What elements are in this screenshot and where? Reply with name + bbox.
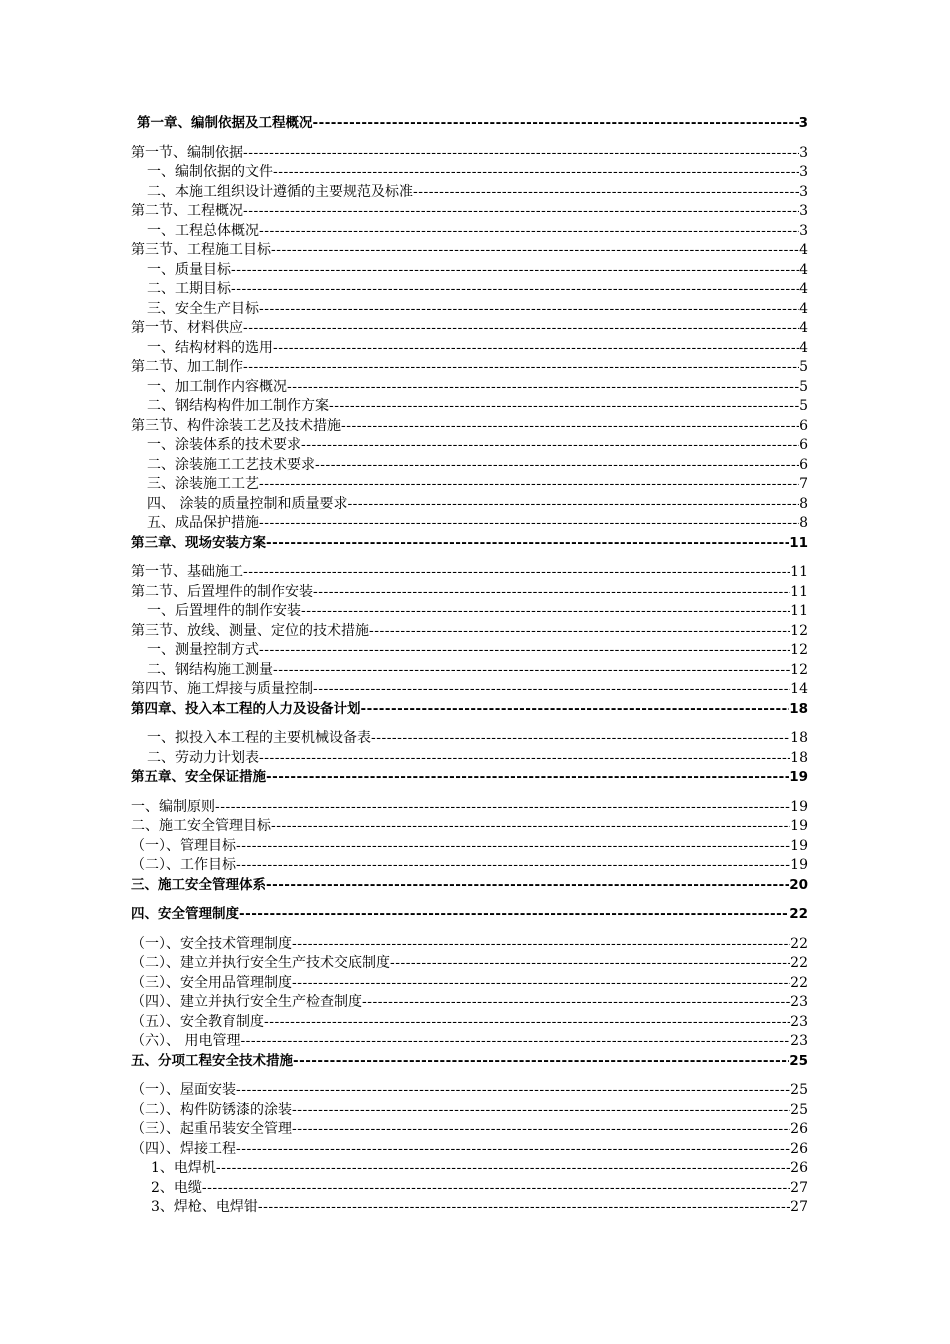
toc-entry-page-number: 26 xyxy=(790,1160,808,1176)
toc-leader-dashes xyxy=(259,514,799,534)
toc-entry-page-number: 8 xyxy=(799,495,808,512)
toc-leader-dashes xyxy=(239,905,789,925)
toc-entry-label: （一）、安全技术管理制度 xyxy=(131,935,292,952)
toc-leader-dashes xyxy=(259,475,799,495)
toc-entry-label: 一、拟投入本工程的主要机械设备表 xyxy=(147,730,371,746)
toc-entry-page-number: 19 xyxy=(789,769,808,785)
toc-entry-label: 第三节、构件涂装工艺及技术措施 xyxy=(131,417,341,434)
toc-leader-dashes xyxy=(301,602,790,622)
toc-entry[interactable] xyxy=(131,1101,808,1121)
toc-entry[interactable] xyxy=(131,114,808,134)
toc-leader-dashes xyxy=(362,993,790,1013)
toc-entry-page-number: 19 xyxy=(790,818,808,834)
toc-entry-label: （一）、屋面安装 xyxy=(131,1082,236,1098)
toc-entry-label: 第一章、编制依据及工程概况 xyxy=(137,115,313,131)
toc-entry[interactable] xyxy=(131,798,808,818)
toc-entry-label: （三）、安全用品管理制度 xyxy=(131,974,292,991)
toc-entry[interactable] xyxy=(131,583,808,603)
toc-leader-dashes xyxy=(259,300,799,320)
toc-entry[interactable] xyxy=(131,163,808,183)
toc-entry-label: （二）、建立并执行安全生产技术交底制度 xyxy=(131,955,390,971)
toc-leader-dashes xyxy=(413,183,799,203)
toc-leader-dashes xyxy=(347,495,799,515)
toc-entry-label: 一、编制原则 xyxy=(131,798,215,815)
toc-leader-dashes xyxy=(259,222,799,242)
toc-leader-dashes xyxy=(264,1013,790,1033)
toc-entry-page-number: 5 xyxy=(799,398,808,414)
toc-leader-dashes xyxy=(243,358,799,378)
toc-leader-dashes xyxy=(292,974,790,994)
toc-entry-page-number: 19 xyxy=(790,837,808,854)
toc-entry-label: 一、测量控制方式 xyxy=(147,642,259,658)
toc-entry-label: 第三节、工程施工目标 xyxy=(131,242,271,258)
toc-entry-page-number: 14 xyxy=(790,681,808,697)
toc-entry[interactable] xyxy=(131,680,808,700)
toc-entry-label: 一、编制依据的文件 xyxy=(147,164,273,180)
toc-entry-label: 第二节、后置埋件的制作安装 xyxy=(131,583,313,600)
toc-entry[interactable] xyxy=(131,661,808,681)
toc-entry-label: （六）、 用电管理 xyxy=(131,1033,241,1049)
toc-entry-label: 四、安全管理制度 xyxy=(131,906,239,922)
toc-entry[interactable] xyxy=(131,1198,808,1218)
toc-entry-page-number: 3 xyxy=(799,203,808,219)
toc-entry-label: 五、成品保护措施 xyxy=(147,515,259,531)
toc-leader-dashes xyxy=(273,339,799,359)
toc-entry-label: 第二节、加工制作 xyxy=(131,359,243,375)
toc-entry-label: 一、加工制作内容概况 xyxy=(147,378,287,395)
toc-entry-page-number: 3 xyxy=(798,115,808,131)
toc-entry[interactable] xyxy=(131,700,808,720)
toc-entry[interactable] xyxy=(131,837,808,857)
toc-leader-dashes xyxy=(313,680,790,700)
toc-leader-dashes xyxy=(266,768,789,788)
toc-leader-dashes xyxy=(266,534,789,554)
toc-entry[interactable] xyxy=(131,1159,808,1179)
toc-entry-page-number: 25 xyxy=(790,1082,808,1098)
toc-leader-dashes xyxy=(369,622,790,642)
toc-entry-page-number: 23 xyxy=(790,994,808,1010)
toc-entry-page-number: 26 xyxy=(790,1121,808,1137)
toc-entry[interactable] xyxy=(131,1032,808,1052)
toc-entry-label: （四）、建立并执行安全生产检查制度 xyxy=(131,994,362,1010)
toc-leader-dashes xyxy=(243,144,799,164)
toc-leader-dashes xyxy=(236,1081,790,1101)
toc-leader-dashes xyxy=(266,876,789,896)
toc-entry-label: 三、施工安全管理体系 xyxy=(131,876,266,893)
toc-entry-page-number: 6 xyxy=(799,417,808,434)
toc-entry-page-number: 19 xyxy=(790,857,808,873)
toc-entry-label: 第五章、安全保证措施 xyxy=(131,769,266,785)
table-of-contents xyxy=(131,114,808,1218)
toc-entry-label: （二）、工作目标 xyxy=(131,857,236,873)
toc-leader-dashes xyxy=(259,749,790,769)
toc-entry-label: 二、涂装施工工艺技术要求 xyxy=(147,456,315,473)
toc-leader-dashes xyxy=(313,583,790,603)
toc-leader-dashes xyxy=(329,397,799,417)
toc-entry-label: （五）、安全教育制度 xyxy=(131,1013,264,1030)
toc-leader-dashes xyxy=(259,641,790,661)
toc-entry-page-number: 22 xyxy=(790,935,808,952)
toc-entry-label: 2、电缆 xyxy=(151,1179,202,1196)
toc-entry-label: 一、质量目标 xyxy=(147,261,231,278)
toc-leader-dashes xyxy=(292,935,790,955)
toc-entry-page-number: 25 xyxy=(789,1052,808,1069)
toc-entry[interactable] xyxy=(131,768,808,788)
toc-entry[interactable] xyxy=(131,241,808,261)
toc-entry[interactable] xyxy=(131,378,808,398)
toc-entry-label: 第四节、施工焊接与质量控制 xyxy=(131,681,313,697)
toc-entry-label: 二、本施工组织设计遵循的主要规范及标准 xyxy=(147,183,413,200)
toc-entry[interactable] xyxy=(131,993,808,1013)
toc-entry[interactable] xyxy=(131,514,808,534)
toc-entry[interactable] xyxy=(131,935,808,955)
toc-entry-page-number: 23 xyxy=(790,1013,808,1030)
toc-entry-label: 二、钢结构构件加工制作方案 xyxy=(147,398,329,414)
toc-leader-dashes xyxy=(243,319,799,339)
toc-entry-page-number: 4 xyxy=(799,320,808,336)
toc-entry-page-number: 3 xyxy=(799,164,808,180)
toc-entry-label: 第一节、编制依据 xyxy=(131,144,243,161)
toc-entry-page-number: 4 xyxy=(799,242,808,258)
toc-leader-dashes xyxy=(236,1140,790,1160)
toc-entry-label: 二、钢结构施工测量 xyxy=(147,661,273,678)
toc-entry-page-number: 22 xyxy=(790,955,808,971)
toc-leader-dashes xyxy=(202,1179,790,1199)
toc-leader-dashes xyxy=(292,1101,790,1121)
toc-entry-label: 第四章、投入本工程的人力及设备计划 xyxy=(131,700,361,717)
toc-entry[interactable] xyxy=(131,1052,808,1072)
toc-entry[interactable] xyxy=(131,339,808,359)
toc-entry[interactable] xyxy=(131,456,808,476)
toc-entry[interactable] xyxy=(131,319,808,339)
toc-entry[interactable] xyxy=(131,1179,808,1199)
toc-entry-label: （三）、起重吊装安全管理 xyxy=(131,1121,292,1137)
toc-entry-label: 第三节、放线、测量、定位的技术措施 xyxy=(131,622,369,639)
toc-entry[interactable] xyxy=(131,202,808,222)
toc-entry-page-number: 5 xyxy=(799,378,808,395)
toc-leader-dashes xyxy=(231,261,799,281)
toc-entry-page-number: 20 xyxy=(789,876,808,893)
toc-entry[interactable] xyxy=(131,905,808,925)
toc-entry-label: 二、劳动力计划表 xyxy=(147,749,259,766)
toc-entry-page-number: 5 xyxy=(799,359,808,375)
toc-leader-dashes xyxy=(390,954,790,974)
toc-entry[interactable] xyxy=(131,436,808,456)
toc-entry[interactable] xyxy=(131,534,808,554)
toc-entry-label: 一、工程总体概况 xyxy=(147,222,259,239)
toc-entry-label: 一、后置埋件的制作安装 xyxy=(147,603,301,619)
toc-entry-label: 第二节、工程概况 xyxy=(131,203,243,219)
toc-entry[interactable] xyxy=(131,602,808,622)
toc-entry-label: （二）、构件防锈漆的涂装 xyxy=(131,1101,292,1118)
toc-leader-dashes xyxy=(243,563,790,583)
toc-leader-dashes xyxy=(293,1052,789,1072)
toc-entry-page-number: 8 xyxy=(799,515,808,531)
toc-entry[interactable] xyxy=(131,641,808,661)
toc-entry-label: 第一节、材料供应 xyxy=(131,320,243,336)
toc-leader-dashes xyxy=(215,798,790,818)
toc-leader-dashes xyxy=(258,1198,790,1218)
toc-entry-page-number: 26 xyxy=(790,1140,808,1157)
toc-leader-dashes xyxy=(231,280,799,300)
toc-entry-page-number: 4 xyxy=(799,261,808,278)
toc-leader-dashes xyxy=(273,661,790,681)
toc-leader-dashes xyxy=(271,817,790,837)
toc-entry-page-number: 18 xyxy=(790,730,808,746)
toc-leader-dashes xyxy=(371,729,790,749)
toc-entry[interactable] xyxy=(131,749,808,769)
toc-entry-label: （一）、管理目标 xyxy=(131,837,236,854)
toc-entry[interactable] xyxy=(131,1140,808,1160)
toc-entry-page-number: 11 xyxy=(790,564,808,580)
toc-leader-dashes xyxy=(236,837,790,857)
toc-leader-dashes xyxy=(243,202,799,222)
toc-entry-page-number: 27 xyxy=(790,1199,808,1215)
toc-entry-page-number: 18 xyxy=(790,749,808,766)
toc-entry-label: 二、施工安全管理目标 xyxy=(131,818,271,834)
toc-entry-page-number: 4 xyxy=(799,339,808,356)
toc-entry-label: 三、安全生产目标 xyxy=(147,300,259,317)
toc-leader-dashes xyxy=(292,1120,790,1140)
toc-entry[interactable] xyxy=(131,397,808,417)
toc-entry[interactable] xyxy=(131,358,808,378)
toc-entry-label: 四、 涂装的质量控制和质量要求 xyxy=(147,495,348,512)
toc-entry[interactable] xyxy=(131,222,808,242)
toc-entry-page-number: 4 xyxy=(799,281,808,297)
toc-entry[interactable] xyxy=(131,729,808,749)
toc-entry[interactable] xyxy=(131,563,808,583)
toc-entry[interactable] xyxy=(131,1013,808,1033)
toc-entry-label: 3、焊枪、电焊钳 xyxy=(151,1199,258,1215)
toc-entry-page-number: 25 xyxy=(790,1101,808,1118)
toc-entry[interactable] xyxy=(131,417,808,437)
toc-entry[interactable] xyxy=(131,876,808,896)
toc-entry[interactable] xyxy=(131,974,808,994)
toc-entry-page-number: 23 xyxy=(790,1033,808,1049)
toc-entry-label: 一、涂装体系的技术要求 xyxy=(147,437,301,453)
toc-entry[interactable] xyxy=(131,475,808,495)
toc-entry[interactable] xyxy=(131,1120,808,1140)
toc-leader-dashes xyxy=(313,114,799,134)
toc-entry[interactable] xyxy=(131,495,808,515)
toc-entry-label: 二、工期目标 xyxy=(147,281,231,297)
toc-leader-dashes xyxy=(315,456,799,476)
toc-leader-dashes xyxy=(271,241,799,261)
toc-entry-page-number: 3 xyxy=(799,222,808,239)
toc-entry-page-number: 6 xyxy=(799,456,808,473)
toc-entry-page-number: 11 xyxy=(789,534,808,551)
toc-entry[interactable] xyxy=(131,622,808,642)
toc-entry-page-number: 11 xyxy=(790,583,808,600)
toc-entry-label: 1、电焊机 xyxy=(151,1160,216,1176)
toc-entry-page-number: 3 xyxy=(799,144,808,161)
toc-entry-label: 第一节、基础施工 xyxy=(131,564,243,580)
toc-leader-dashes xyxy=(287,378,799,398)
toc-entry-page-number: 12 xyxy=(790,642,808,658)
toc-entry-page-number: 3 xyxy=(799,183,808,200)
toc-entry[interactable] xyxy=(131,954,808,974)
toc-entry[interactable] xyxy=(131,183,808,203)
toc-leader-dashes xyxy=(273,163,799,183)
toc-leader-dashes xyxy=(361,700,790,720)
toc-entry-page-number: 22 xyxy=(790,974,808,991)
toc-leader-dashes xyxy=(236,856,790,876)
toc-entry-page-number: 12 xyxy=(790,622,808,639)
toc-entry-page-number: 6 xyxy=(799,437,808,453)
toc-entry[interactable] xyxy=(131,817,808,837)
toc-entry-label: 一、结构材料的选用 xyxy=(147,339,273,356)
toc-entry-label: 第三章、现场安装方案 xyxy=(131,534,266,551)
toc-leader-dashes xyxy=(240,1032,790,1052)
toc-entry-page-number: 12 xyxy=(790,661,808,678)
toc-entry-page-number: 7 xyxy=(799,476,808,492)
toc-entry-page-number: 4 xyxy=(799,300,808,317)
toc-entry[interactable] xyxy=(131,300,808,320)
toc-entry[interactable] xyxy=(131,261,808,281)
toc-leader-dashes xyxy=(216,1159,790,1179)
toc-entry[interactable] xyxy=(131,280,808,300)
toc-leader-dashes xyxy=(341,417,799,437)
toc-entry-page-number: 11 xyxy=(790,603,808,619)
toc-entry[interactable] xyxy=(131,856,808,876)
toc-entry[interactable] xyxy=(131,1081,808,1101)
toc-entry-label: 五、分项工程安全技术措施 xyxy=(131,1052,293,1069)
toc-entry-label: 三、涂装施工工艺 xyxy=(147,476,259,492)
toc-entry[interactable] xyxy=(131,144,808,164)
toc-entry-page-number: 18 xyxy=(789,700,808,717)
toc-entry-page-number: 27 xyxy=(790,1179,808,1196)
toc-entry-label: （四）、焊接工程 xyxy=(131,1140,236,1157)
toc-entry-page-number: 22 xyxy=(789,906,808,922)
toc-entry-page-number: 19 xyxy=(790,798,808,815)
toc-leader-dashes xyxy=(301,436,799,456)
